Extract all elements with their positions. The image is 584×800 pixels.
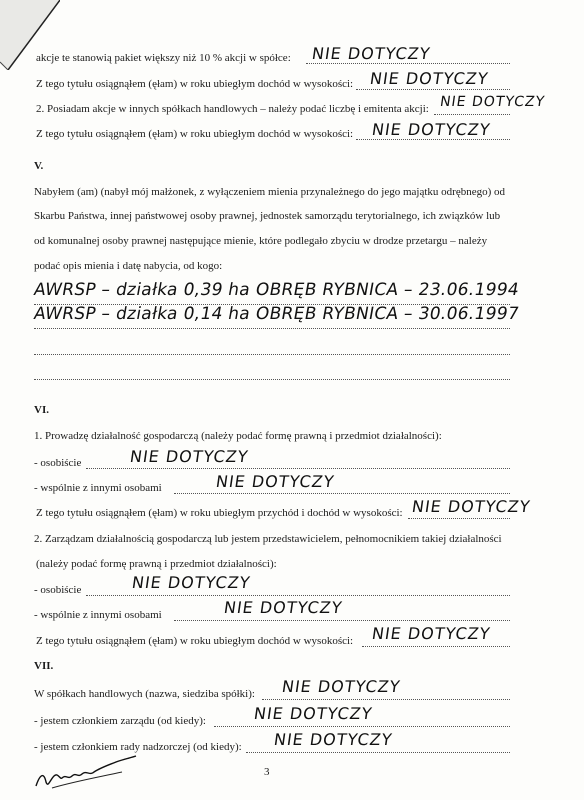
handwritten-na: NIE DOTYCZY — [280, 677, 402, 696]
handwritten-na: NIE DOTYCZY — [130, 573, 252, 592]
page-number: 3 — [264, 766, 270, 778]
revenue-income-label: Z tego tytułu osiągnąłem (ęłam) w roku ubiegłym przychód i dochód w wysokości: — [36, 507, 403, 519]
dotted-line — [86, 468, 510, 469]
handwritten-na: NIE DOTYCZY — [370, 624, 492, 643]
handwritten-na: NIE DOTYCZY — [252, 704, 374, 723]
personally-label-2: - osobiście — [34, 584, 82, 596]
shares-10pct-label: akcje te stanowią pakiet większy niż 10 % akcji w spółce: — [36, 52, 291, 64]
handwritten-na: NIE DOTYCZY — [222, 598, 344, 617]
business-activity-label: 1. Prowadzę działalność gospodarczą (należy podać formę prawną i przedmiot działalności): — [34, 430, 442, 442]
dotted-line — [262, 699, 510, 700]
handwritten-na: NIE DOTYCZY — [410, 497, 532, 516]
income-label-2: Z tego tytułu osiągnąłem (ęłam) w roku ubiegłym dochód w wysokości: — [36, 128, 354, 140]
income-label-3: Z tego tytułu osiągnąłem (ęłam) w roku ubiegłym dochód w wysokości: — [36, 635, 354, 647]
legal-form-label: (należy podać formę prawną i przedmiot działalności): — [36, 558, 277, 570]
section-v-text-2: Skarbu Państwa, innej państwowej osoby prawnej, jednostek samorządu terytorialnego, ich związków lub — [34, 210, 501, 222]
dotted-line — [174, 620, 510, 621]
other-shares-label: 2. Posiadam akcje w innych spółkach handlowych – należy podać liczbę i emitenta akcji: — [36, 103, 429, 115]
section-v-text-1: Nabyłem (am) (nabył mój małżonek, z wyłączeniem mienia przynależnego do jego majątku odrębnego) od — [34, 186, 505, 198]
companies-label: W spółkach handlowych (nazwa, siedziba spółki): — [34, 688, 255, 700]
handwritten-na: NIE DOTYCZY — [310, 44, 432, 63]
section-v-text-4: podać opis mienia i datę nabycia, od kogo: — [34, 260, 223, 272]
dotted-line — [34, 379, 510, 380]
handwritten-na: NIE DOTYCZY — [272, 730, 394, 749]
dotted-line — [434, 114, 510, 115]
dotted-line — [34, 328, 510, 329]
income-label-1: Z tego tytułu osiągnąłem (ęłam) w roku ubiegłym dochód w wysokości: — [36, 78, 354, 90]
handwritten-na: NIE DOTYCZY — [368, 69, 490, 88]
dotted-line — [34, 354, 510, 355]
dotted-line — [86, 595, 510, 596]
signature-scribble — [32, 752, 142, 792]
section-vii-heading: VII. — [34, 660, 54, 672]
dotted-line — [214, 726, 510, 727]
section-vi-heading: VI. — [34, 404, 49, 416]
dotted-line — [408, 518, 510, 519]
supervisory-board-label: - jestem członkiem rady nadzorczej (od kiedy): — [34, 741, 242, 753]
dotted-line — [356, 89, 510, 90]
handwritten-na: NIE DOTYCZY — [214, 472, 336, 491]
handwritten-na: NIE DOTYCZY — [128, 447, 250, 466]
board-member-label: - jestem członkiem zarządu (od kiedy): — [34, 715, 206, 727]
dotted-line — [356, 139, 510, 140]
handwritten-asset-1: AWRSP – działka 0,39 ha OBRĘB RYBNICA – 23.06.1994 — [32, 280, 521, 300]
handwritten-na: NIE DOTYCZY — [438, 94, 547, 110]
dotted-line — [246, 752, 510, 753]
jointly-label-2: - wspólnie z innymi osobami — [34, 609, 162, 621]
section-v-heading: V. — [34, 160, 44, 172]
personally-label-1: - osobiście — [34, 457, 82, 469]
jointly-label-1: - wspólnie z innymi osobami — [34, 482, 162, 494]
dotted-line — [362, 646, 510, 647]
handwritten-asset-2: AWRSP – działka 0,14 ha OBRĘB RYBNICA – 30.06.1997 — [32, 304, 521, 324]
manage-business-label: 2. Zarządzam działalnością gospodarczą lub jestem przedstawicielem, pełnomocnikiem takiej działalności — [34, 533, 502, 545]
dotted-line — [306, 63, 510, 64]
handwritten-na: NIE DOTYCZY — [370, 120, 492, 139]
section-v-text-3: od komunalnej osoby prawnej następujące mienie, które podlegało zbyciu w drodze przetargu – należy — [34, 235, 488, 247]
dotted-line — [174, 493, 510, 494]
